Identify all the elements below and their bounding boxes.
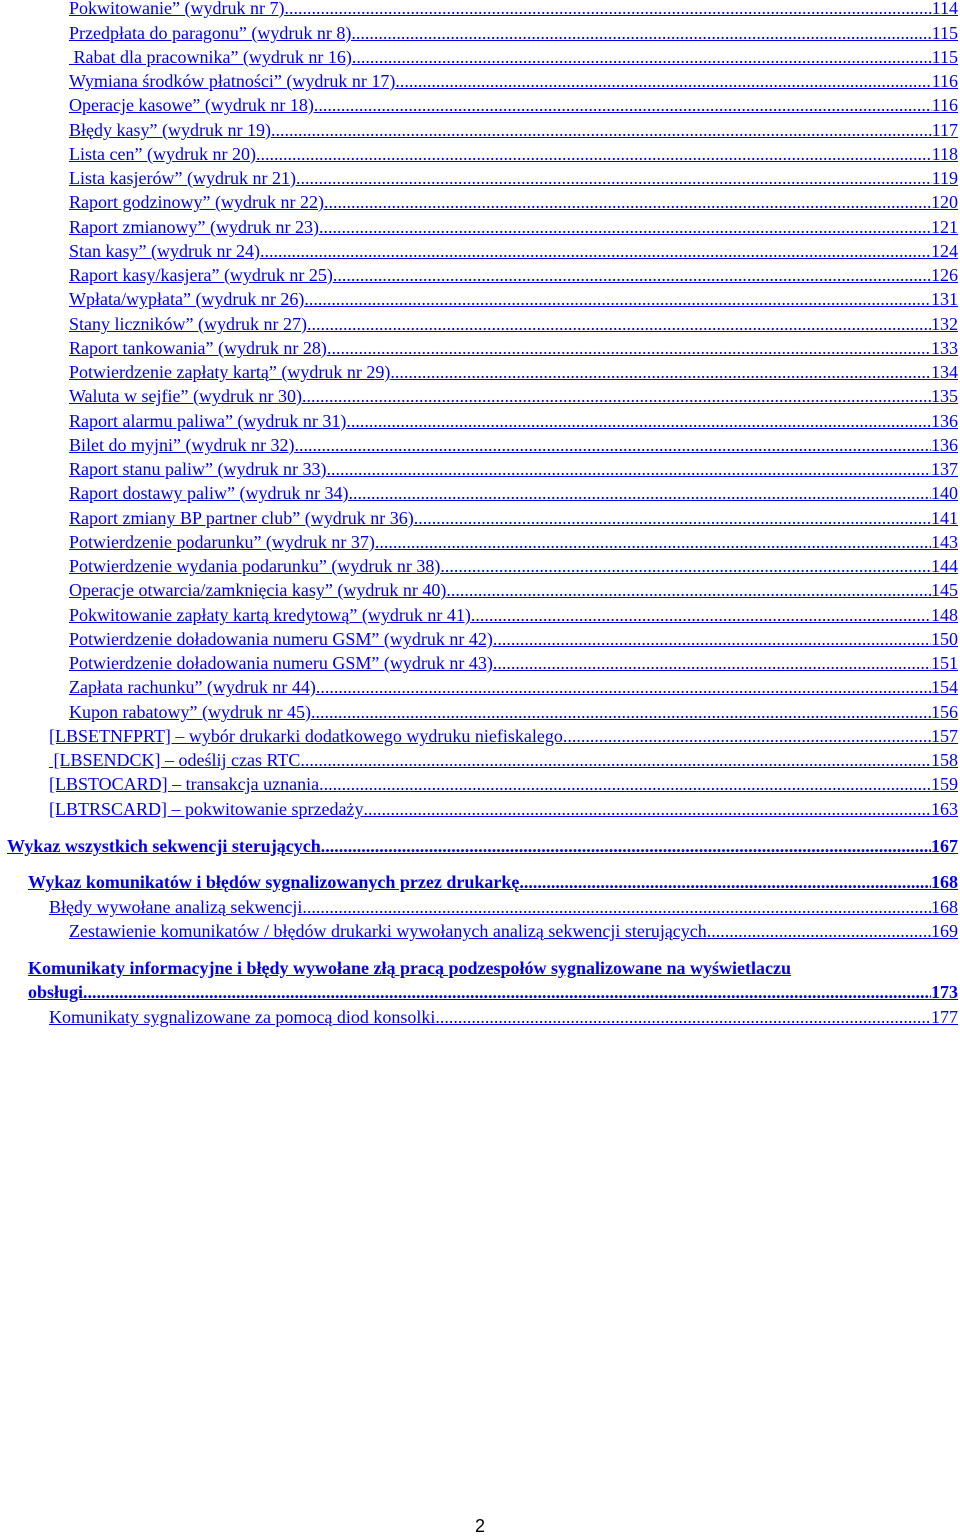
toc-entry[interactable] — [69, 45, 958, 69]
toc-dot-leader — [519, 870, 931, 894]
toc-entry-page: 116 — [931, 95, 958, 115]
toc-entry-title: Wymiana środków płatności” (wydruk nr 17) — [69, 71, 396, 91]
toc-entry-page: 118 — [931, 144, 958, 164]
toc-entry-title: Potwierdzenie doładowania numeru GSM” (wydruk nr 43) — [69, 653, 493, 673]
toc-entry-title: [LBSENDCK] – odeślij czas RTC — [49, 750, 301, 770]
toc-dot-leader — [446, 578, 931, 602]
toc-entry-page: 136 — [931, 435, 958, 455]
toc-entry-page: 158 — [931, 750, 958, 770]
toc-entry[interactable] — [69, 69, 958, 93]
toc-entry-title: Przedpłata do paragonu” (wydruk nr 8) — [69, 23, 352, 43]
toc-entry[interactable] — [69, 603, 958, 627]
toc-dot-leader — [435, 1005, 931, 1029]
toc-dot-leader — [351, 21, 931, 45]
toc-entry-title: obsługi — [28, 982, 84, 1002]
toc-entry-page: 168 — [931, 872, 958, 892]
toc-entry[interactable] — [69, 142, 958, 166]
toc-entry-title: Stany liczników” (wydruk nr 27) — [69, 314, 307, 334]
toc-dot-leader — [563, 724, 931, 748]
toc-entry-title: Pokwitowanie zapłaty kartą kredytową” (wydruk nr 41) — [69, 605, 471, 625]
toc-dot-leader — [414, 506, 931, 530]
toc-dot-leader — [300, 748, 931, 772]
toc-entry-title: Błędy wywołane analizą sekwencji — [49, 897, 303, 917]
toc-entry-title: Rabat dla pracownika” (wydruk nr 16) — [69, 47, 352, 67]
toc-dot-leader — [302, 895, 931, 919]
toc-entry-page: 133 — [931, 338, 958, 358]
toc-entry-page: 124 — [931, 241, 958, 261]
toc-entry[interactable] — [69, 263, 958, 287]
toc-entry[interactable] — [49, 895, 958, 919]
toc-dot-leader — [395, 69, 931, 93]
toc-entry[interactable] — [28, 980, 958, 1004]
toc-entry-page: 114 — [931, 0, 958, 18]
toc-entry-page: 141 — [931, 508, 958, 528]
toc-entry-title: Wykaz komunikatów i błędów sygnalizowanych przez drukarkę — [28, 872, 520, 892]
toc-dot-leader — [307, 312, 931, 336]
toc-entry[interactable] — [28, 956, 958, 980]
toc-entry-page: 169 — [931, 921, 958, 941]
toc-entry[interactable] — [69, 481, 958, 505]
toc-entry-page: 120 — [931, 192, 958, 212]
toc-dot-leader — [321, 834, 931, 858]
toc-dot-leader — [348, 481, 931, 505]
toc-dot-leader — [260, 239, 931, 263]
toc-entry-title: Zapłata rachunku” (wydruk nr 44) — [69, 677, 316, 697]
toc-dot-leader — [352, 45, 932, 69]
toc-entry[interactable] — [69, 360, 958, 384]
toc-entry-title: Komunikaty sygnalizowane za pomocą diod konsolki — [49, 1007, 436, 1027]
toc-entry-title: Błędy kasy” (wydruk nr 19) — [69, 120, 271, 140]
toc-dot-leader — [316, 675, 931, 699]
toc-entry[interactable] — [69, 651, 958, 675]
toc-entry-title: Operacje otwarcia/zamknięcia kasy” (wydruk nr 40) — [69, 580, 447, 600]
toc-entry-title: Raport stanu paliw” (wydruk nr 33) — [69, 459, 327, 479]
toc-entry-page: 131 — [931, 289, 958, 309]
toc-entry[interactable] — [69, 312, 958, 336]
toc-entry[interactable] — [69, 239, 958, 263]
toc-dot-leader — [346, 409, 931, 433]
toc-entry-title: Kupon rabatowy” (wydruk nr 45) — [69, 702, 311, 722]
toc-entry[interactable] — [69, 578, 958, 602]
toc-entry-title: Raport kasy/kasjera” (wydruk nr 25) — [69, 265, 333, 285]
toc-dot-leader — [302, 384, 931, 408]
toc-entry[interactable] — [28, 870, 958, 894]
toc-entry-page: 132 — [931, 314, 958, 334]
toc-entry-page: 116 — [931, 71, 958, 91]
toc-entry-page: 143 — [931, 532, 958, 552]
toc-entry[interactable] — [49, 724, 958, 748]
toc-entry-page: 145 — [931, 580, 958, 600]
toc-entry-title: Wykaz wszystkich sekwencji sterujących — [7, 836, 321, 856]
toc-dot-leader — [327, 336, 931, 360]
toc-entry[interactable] — [49, 1005, 958, 1029]
toc-entry-title: Pokwitowanie” (wydruk nr 7) — [69, 0, 285, 18]
toc-entry[interactable] — [49, 772, 958, 796]
toc-entry-title: Wpłata/wypłata” (wydruk nr 26) — [69, 289, 305, 309]
toc-entry-page: 154 — [931, 677, 958, 697]
toc-entry-title: Potwierdzenie podarunku” (wydruk nr 37) — [69, 532, 375, 552]
toc-entry[interactable] — [69, 554, 958, 578]
toc-entry[interactable] — [49, 748, 958, 772]
toc-entry-page: 137 — [931, 459, 958, 479]
toc-entry-page: 157 — [931, 726, 958, 746]
toc-entry-page: 117 — [931, 120, 958, 140]
toc-entry[interactable] — [69, 700, 958, 724]
toc-dot-leader — [375, 530, 931, 554]
toc-entry-page: 173 — [931, 982, 958, 1002]
toc-entry[interactable] — [7, 834, 958, 858]
toc-dot-leader — [83, 980, 931, 1004]
toc-dot-leader — [390, 360, 931, 384]
page-number: 2 — [474, 1516, 485, 1536]
toc-entry[interactable] — [69, 530, 958, 554]
toc-entry-page: 168 — [931, 897, 958, 917]
toc-dot-leader — [326, 457, 931, 481]
toc-entry-page: 163 — [931, 799, 958, 819]
toc-dot-leader — [284, 0, 931, 20]
toc-entry[interactable] — [69, 457, 958, 481]
toc-entry-page: 159 — [931, 774, 958, 794]
toc-entry[interactable] — [69, 166, 958, 190]
toc-dot-leader — [304, 287, 931, 311]
toc-entry[interactable] — [69, 433, 958, 457]
toc-dot-leader — [363, 797, 931, 821]
toc-dot-leader — [294, 433, 931, 457]
toc-dot-leader — [324, 190, 931, 214]
toc-entry-title: [LBSTOCARD] – transakcja uznania — [49, 774, 320, 794]
toc-entry-page: 136 — [931, 411, 958, 431]
toc-dot-leader — [707, 919, 931, 943]
toc-entry-page: 134 — [931, 362, 958, 382]
toc-entry-page: 150 — [931, 629, 958, 649]
toc-entry-title: Raport tankowania” (wydruk nr 28) — [69, 338, 327, 358]
toc-entry[interactable] — [69, 93, 958, 117]
toc-entry-title: Bilet do myjni” (wydruk nr 32) — [69, 435, 295, 455]
toc-entry[interactable] — [69, 627, 958, 651]
toc-dot-leader — [333, 263, 931, 287]
toc-dot-leader — [471, 603, 931, 627]
toc-dot-leader — [296, 166, 932, 190]
toc-entry-page: 144 — [931, 556, 958, 576]
toc-entry-title: Raport godzinowy” (wydruk nr 22) — [69, 192, 324, 212]
toc-entry-title: Potwierdzenie wydania podarunku” (wydruk nr 38) — [69, 556, 441, 576]
toc-dot-leader — [319, 215, 931, 239]
toc-dot-leader — [311, 700, 931, 724]
toc-entry-page: 135 — [931, 386, 958, 406]
toc-entry-title: Potwierdzenie zapłaty kartą” (wydruk nr 29) — [69, 362, 391, 382]
toc-entry-page: 148 — [931, 605, 958, 625]
toc-entry[interactable] — [69, 0, 958, 20]
toc-dot-leader — [440, 554, 931, 578]
toc-entry-title: Zestawienie komunikatów / błędów drukarki wywołanych analizą sekwencji sterujących — [69, 921, 707, 941]
toc-dot-leader — [493, 627, 931, 651]
toc-entry-title: Waluta w sejfie” (wydruk nr 30) — [69, 386, 302, 406]
toc-entry-page: 156 — [931, 702, 958, 722]
toc-entry[interactable] — [49, 797, 958, 821]
toc-dot-leader — [493, 651, 931, 675]
toc-entry-title: Raport dostawy paliw” (wydruk nr 34) — [69, 483, 349, 503]
toc-entry-page: 115 — [931, 47, 958, 67]
toc-entry[interactable] — [69, 287, 958, 311]
toc-entry-page: 167 — [931, 836, 958, 856]
toc-entry-page: 115 — [931, 23, 958, 43]
toc-entry-page: 151 — [931, 653, 958, 673]
toc-dot-leader — [314, 93, 932, 117]
toc-entry-title: [LBSETNFPRT] – wybór drukarki dodatkowego wydruku niefiskalego — [49, 726, 563, 746]
toc-entry[interactable] — [69, 675, 958, 699]
toc-entry[interactable] — [69, 118, 958, 142]
toc-entry-title: Raport zmianowy” (wydruk nr 23) — [69, 217, 319, 237]
toc-dot-leader — [319, 772, 931, 796]
toc-entry-title: Raport alarmu paliwa” (wydruk nr 31) — [69, 411, 347, 431]
toc-entry[interactable] — [69, 409, 958, 433]
toc-entry-page: 126 — [931, 265, 958, 285]
toc-entry-page: 177 — [931, 1007, 958, 1027]
toc-entry[interactable] — [69, 506, 958, 530]
toc-entry[interactable] — [69, 21, 958, 45]
toc-entry-title: Komunikaty informacyjne i błędy wywołane złą pracą podzespołów sygnalizowane na wyświetlaczu — [28, 958, 791, 978]
toc-entry-page: 121 — [931, 217, 958, 237]
toc-entry-title: Lista kasjerów” (wydruk nr 21) — [69, 168, 296, 188]
toc-entry-title: [LBTRSCARD] – pokwitowanie sprzedaży — [49, 799, 364, 819]
toc-entry-title: Lista cen” (wydruk nr 20) — [69, 144, 256, 164]
toc-entry[interactable] — [69, 336, 958, 360]
toc-dot-leader — [256, 142, 932, 166]
toc-entry[interactable] — [69, 384, 958, 408]
toc-dot-leader — [271, 118, 932, 142]
toc-entry[interactable] — [69, 215, 958, 239]
toc-entry[interactable] — [69, 919, 958, 943]
toc-entry-title: Stan kasy” (wydruk nr 24) — [69, 241, 260, 261]
toc-entry[interactable] — [69, 190, 958, 214]
toc-entry-title: Operacje kasowe” (wydruk nr 18) — [69, 95, 314, 115]
toc-entry-title: Potwierdzenie doładowania numeru GSM” (wydruk nr 42) — [69, 629, 493, 649]
toc-entry-title: Raport zmiany BP partner club” (wydruk nr 36) — [69, 508, 414, 528]
toc-entry-page: 140 — [931, 483, 958, 503]
toc-entry-page: 119 — [931, 168, 958, 188]
